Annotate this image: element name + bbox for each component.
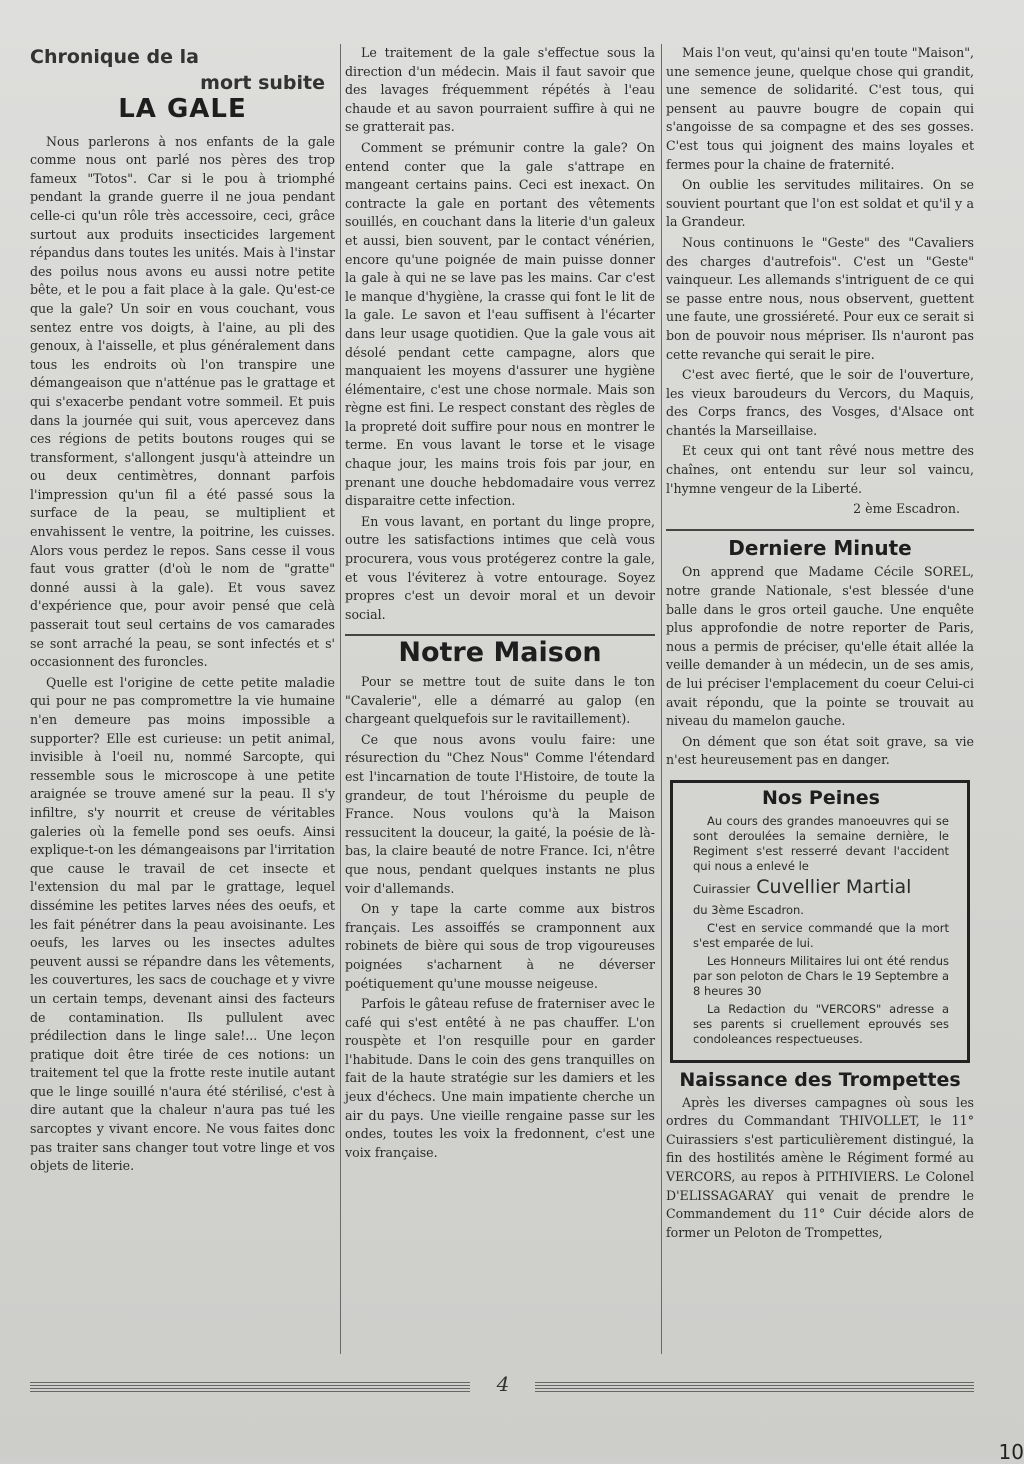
obituary-rank: Cuirassier (693, 881, 751, 896)
article-title-naissance: Naissance des Trompettes (679, 1068, 961, 1091)
page-number: 4 (496, 1372, 510, 1396)
section-divider (666, 529, 974, 531)
article-paragraph: Mais l'on veut, qu'ainsi qu'en toute "Maison", une semence jeune, quelque chose qui grandit, une semence de solidarité. C'est tous, qui pensent au pauvre bougre de copain qui s'angoisse de sa compagne et des ses gosses. C'est tous qui joignent des mains loyales et fermes pour la chaine de fraternité. (666, 45, 974, 172)
obituary-paragraph: C'est en service commandé que la mort s'est emparée de lui. (693, 920, 949, 950)
article-paragraph: Pour se mettre tout de suite dans le ton "Cavalerie", elle a démarré au galop (en chargeant quelquefois sur le ravitaillement). (345, 674, 655, 727)
signature: 2 ème Escadron. (853, 501, 960, 517)
obituary-box (670, 780, 970, 1063)
article-paragraph: Et ceux qui ont tant rêvé nous mettre des chaînes, ont entendu sur leur sol vaincu, l'hymne vengeur de la Liberté. (666, 443, 974, 496)
obituary-intro: Au cours des grandes manoeuvres qui se sont deroulées la semaine dernière, le Regiment s'est resserré devant l'accident qui nous a enlevé le (693, 813, 949, 873)
page-footer (30, 1372, 974, 1400)
article-paragraph: Ce que nous avons voulu faire: une résurection du "Chez Nous" Comme l'étendard est l'incarnation de toute l'Histoire, de toute la grandeur, de tout l'héroisme du peuple de France. Nous voulons qu'à la Maison ressucitent la douceur, la gaité, la poésie de là-bas, la claire beauté de notre France. Ici, n'être que nous, pendant quelques instants ne plus voir d'allemands. (345, 731, 655, 896)
obituary-name: Cuvellier Martial (756, 875, 912, 898)
article-paragraph: En vous lavant, en portant du linge propre, outre les satisfactions intimes que celà vous procurera, vous vous protégerez contre la gale, et vous l'éviterez à votre entourage. Soyez propres c'est un devoir moral et un devoir social. (345, 513, 655, 622)
rubric-line-1: Chronique de la (30, 46, 199, 68)
column-divider (661, 44, 662, 1354)
edge-page-number: 10 (998, 1440, 1024, 1464)
article-title-notre-maison: Notre Maison (398, 637, 602, 669)
article-paragraph: On y tape la carte comme aux bistros français. Les assoiffés se cramponnent aux robinets de bière qui sous de trop vigoureuses poignées s'acharnent à ne déverser poétiquement qu'une mousse neigeuse. (345, 901, 655, 991)
article-paragraph: Nous parlerons à nos enfants de la gale comme nous ont parlé nos pères des trop fameux "Totos". Car si le pou à triomphé pendant la grande guerre il ne joua pendant celle-ci qu'un rôle très accessoire, ceci, grâce surtout aux produits insecticides largement répandus dans toutes les unités. Mais à l'instar des poilus nous avons eu aussi notre petite bête, et le pou a fait place à la gale. Qu'est-ce que la gale? Un soir en vous couchant, vous sentez entre vos doigts, à l'aine, au pli des genoux, à l'aisselle, et plus généralement dans tous les endroits où l'on transpire une démangeaison que n'atténue pas le grattage et qui s'exacerbe pendant votre sommeil. Et puis dans la journée qui suit, vous apercevez dans ces régions de petits boutons rouges qui se transforment, s'allongent jusqu'à atteindre un ou deux centimètres, donnant parfois l'impression qu'un fil a été passé sous la surface de la peau, se multiplient et envahissent le ventre, la poitrine, les cuisses. Alors vous perdez le repos. Sans cesse il vous faut vous gratter (d'où le nom de "gratte" donné aussi à la gale). Et vous savez d'expérience que, pour avoir pensé que celà passerait tout seul certains de vos camarades se sont arraché la peau, se sont infectés et s' occasionnent des furoncles. (30, 133, 335, 670)
obituary-paragraph: Les Honneurs Militaires lui ont été rendus par son peloton de Chars le 19 Septembre a 8 heures 30 (693, 953, 949, 998)
obituary-name-line (693, 875, 949, 898)
footer-ornament-right (535, 1382, 974, 1392)
section-divider (345, 634, 655, 636)
article-paragraph: Le traitement de la gale s'effectue sous la direction d'un médecin. Mais il faut savoir que des lavages fréquemment répétés à l'eau chaude et au savon pourraient suffire à qui ne se gratterait pas. (345, 45, 655, 135)
column-divider (340, 44, 341, 1354)
article-title-derniere-minute: Derniere Minute (728, 535, 912, 560)
article-paragraph: On oublie les servitudes militaires. On se souvient pourtant que l'on est soldat et qu'il y a la Grandeur. (666, 177, 974, 230)
column-3 (666, 44, 974, 1244)
article-title-la-gale: LA GALE (118, 94, 247, 124)
article-paragraph: On apprend que Madame Cécile SOREL, notre grande Nationale, s'est blessée d'une balle dans le gros orteil gauche. Une enquête plus approfondie de notre reporter de Paris, nous a permis de préciser, qu'elle était allée la veille demander à un médecin, un de ses amis, de lui préciser l'emplacement du coeur Celui-ci avait répondu, que la pointe se trouvait au niveau du mamelon gauche. (666, 564, 974, 729)
article-paragraph: Comment se prémunir contre la gale? On entend conter que la gale s'attrape en mangeant certains pains. Ceci est inexact. On contracte la gale en portant des vêtements souillés, en couchant dans la literie d'un galeux et aussi, bien souvent, par le contact vénérien, encore qu'une poignée de main puisse donner la gale à qui ne se lave pas les mains. Car c'est le manque d'hygiène, la crasse qui font le lit de la gale. Le savon et l'eau suffisent à l'écarter dans leur usage quotidien. Que la gale vous ait désolé pendant cette campagne, alors que manquaient les moyens d'assurer une hygiène élémentaire, c'est une chose normale. Mais son règne est fini. Le respect constant des règles de la propreté doit suffire pour nous en montrer le terme. En vous lavant le torse et le visage chaque jour, les mains trois fois par jour, en prenant une douche hebdomadaire vous verrez disparaitre cette infection. (345, 139, 655, 509)
column-2 (345, 44, 655, 1164)
article-paragraph: On dément que son état soit grave, sa vie n'est heureusement pas en danger. (666, 733, 974, 768)
article-paragraph: Après les diverses campagnes où sous les ordres du Commandant THIVOLLET, le 11° Cuirassiers s'est particulièrement distingué, la fin des hostilités amène le Régiment formé au VERCORS, au repos à PITHIVIERS. Le Colonel D'ELISSAGARAY qui venait de prendre le Commandement du 11° Cuir décide alors de former un Peloton de Trompettes, (666, 1094, 974, 1240)
article-paragraph: Nous continuons le "Geste" des "Cavaliers des charges d'autrefois". C'est un "Geste" vainqueur. Les allemands s'intriguent de ce qui se passe entre nous, nous observent, guettent une faute, une grossiéreté. Pour eux ce serait si bon de pouvoir nous mépriser. Ils n'auront pas cette revanche qui serait le pire. (666, 234, 974, 362)
rubric-line-2: mort subite (200, 72, 325, 94)
obituary-title: Nos Peines (762, 786, 880, 809)
rubric-chronique (30, 44, 335, 96)
article-paragraph: C'est avec fierté, que le soir de l'ouverture, les vieux baroudeurs du Vercors, du Maquis, des Corps francs, des Vosges, d'Alsace ont chantés la Marseillaise. (666, 367, 974, 438)
article-paragraph: Quelle est l'origine de cette petite maladie qui pour ne pas compromettre la vie humaine n'en demeure pas moins impossible a supporter? Elle est curieuse: un petit animal, invisible à l'oeil nu, nommé Sarcopte, qui ressemble sous le microscope à une petite araignée se trouve amené sur la peau. Il s'y infiltre, s'y nourrit et creuse de véritables galeries où la femelle pond ses oeufs. Ainsi explique-t-on les démangeaisons par l'irritation que cause le travail de cet insecte et l'extension du mal par le grattage, lequel dissémine les petites larves nées des oeufs, et les fait pénétrer dans la peau avoisinante. Les oeufs, les larves ou les insectes adultes peuvent aussi se répandre dans les vêtements, les couvertures, les sacs de couchage et y vivre un certain temps, devenant ainsi des facteurs de contamination. Ils pullulent avec prédilection dans le linge sale!... Une leçon pratique doit être tirée de ces notions: un traitement tel que la frotte reste inutile autant que le linge souillé n'aura été stérilisé, c'est à dire autant que la chaleur n'aura pas tué les sarcoptes y vivant encore. Ne vous faites donc pas traiter sans changer tout votre linge et vos objets de literie. (30, 674, 335, 1174)
column-1 (30, 44, 335, 1178)
obituary-paragraph: La Redaction du "VERCORS" adresse a ses parents si cruellement eprouvés ses condoleances respectueuses. (693, 1001, 949, 1046)
article-paragraph: Parfois le gâteau refuse de fraterniser avec le café qui s'est entêté à ne pas chauffer. L'on rouspète et l'on resquille pour en garder l'habitude. Dans le coin des gens tranquilles on fait de la haute stratégie sur les damiers et les jeux d'échecs. Une main impatiente cherche un air du pays. Une vieille rengaine passe sur les ondes, toutes les voix la fredonnent, c'est une voix française. (345, 996, 655, 1160)
obituary-unit: du 3ème Escadron. (693, 902, 804, 917)
footer-ornament-left (30, 1382, 470, 1392)
